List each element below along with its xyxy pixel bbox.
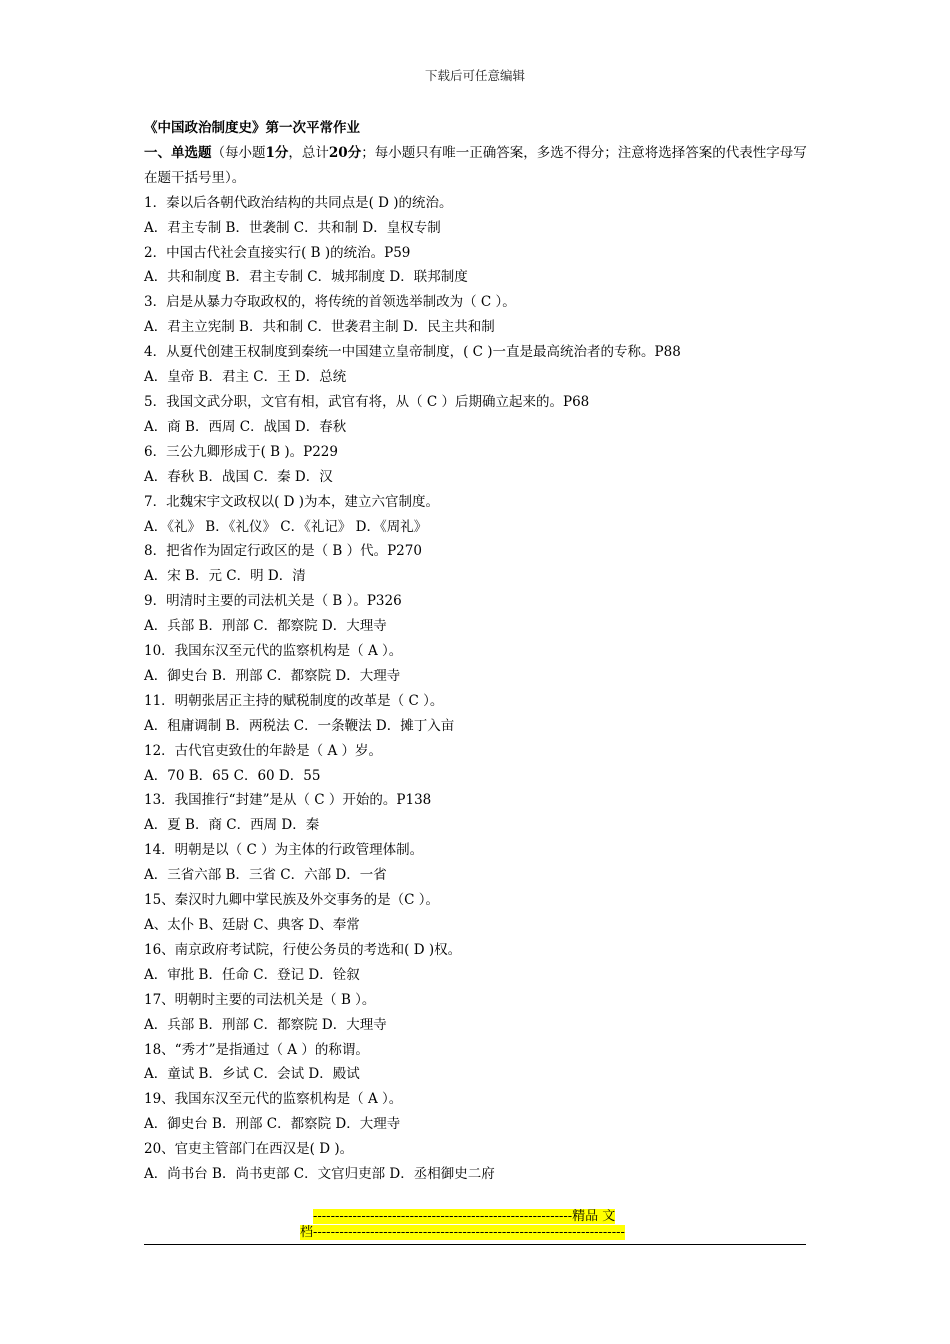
footer-line-1: -----------------------------------------------------------精品 文: [313, 1209, 616, 1224]
answer-options: A．宋 B．元 C．明 D．清: [144, 568, 306, 585]
question-stem: 19、我国东汉至元代的监察机构是（ A ）。: [144, 1091, 403, 1108]
answer-options: A．尚书台 B．尚书吏部 C．文官归吏部 D．丞相御史二府: [144, 1166, 495, 1183]
answer-options: A．君主立宪制 B．共和制 C．世袭君主制 D．民主共和制: [144, 319, 495, 336]
answer-options: A．《礼》 B．《礼仪》 C．《礼记》 D．《周礼》: [144, 518, 428, 535]
question-stem: 9．明清时主要的司法机关是（ B ）。P326: [144, 593, 402, 610]
answer-options: A、太仆 B、廷尉 C、典客 D、奉常: [144, 917, 360, 933]
question-stem: 8．把省作为固定行政区的是（ B ）代。P270: [144, 543, 422, 560]
answer-options: A．兵部 B．刑部 C．都察院 D．大理寺: [144, 618, 387, 635]
question-stem: 11．明朝张居正主持的赋税制度的改革是（ C ）。: [144, 692, 444, 709]
answer-options: A．君主专制 B．世袭制 C．共和制 D．皇权专制: [144, 219, 441, 236]
answer-options: A．租庸调制 B．两税法 C．一条鞭法 D．摊丁入亩: [144, 717, 455, 734]
question-stem: 1．秦以后各朝代政治结构的共同点是( D )的统治。: [144, 194, 453, 211]
question-stem: 7．北魏宋宇文政权以( D )为本，建立六官制度。: [144, 493, 440, 510]
question-stem: 5．我国文武分职，文官有相，武官有将，从（ C ）后期确立起来的。P68: [144, 393, 590, 410]
answer-options: A．共和制度 B．君主专制 C．城邦制度 D．联邦制度: [144, 269, 468, 286]
question-list: [144, 191, 814, 1187]
answer-options: A．春秋 B．战国 C．秦 D．汉: [144, 468, 333, 485]
question-stem: 12．古代官吏致仕的年龄是（ A ）岁。: [144, 742, 383, 759]
question-stem: 18、“秀才”是指通过（ A ）的称谓。: [144, 1041, 369, 1058]
question-stem: 10．我国东汉至元代的监察机构是（ A ）。: [144, 643, 403, 660]
footer-line-2: 档-----------------------------------------------------------------------: [300, 1225, 625, 1240]
question-stem: 13．我国推行“封建”是从（ C ）开始的。P138: [144, 792, 432, 809]
question-stem: 16、南京政府考试院，行使公务员的考选和( D )权。: [144, 941, 462, 958]
answer-options: A．御史台 B．刑部 C．都察院 D．大理寺: [144, 1116, 401, 1133]
answer-options: A．皇帝 B．君主 C．王 D．总统: [144, 369, 347, 386]
document-title: 《中国政治制度史》第一次平常作业: [144, 120, 360, 136]
question-stem: 3．启是从暴力夺取政权的，将传统的首领选举制改为（ C ）。: [144, 294, 516, 311]
answer-options: A．御史台 B．刑部 C．都察院 D．大理寺: [144, 667, 401, 684]
page-header-note: 下载后可任意编辑: [424, 68, 525, 83]
question-stem: 6．三公九卿形成于( B )。P229: [144, 443, 338, 460]
question-stem: 20、官吏主管部门在西汉是( D )。: [144, 1141, 354, 1158]
footer-rule: [144, 1244, 806, 1245]
answer-options: A．夏 B．商 C．西周 D．秦: [144, 817, 320, 834]
question-stem: 2．中国古代社会直接实行( B )的统治。P59: [144, 244, 411, 261]
question-stem: 14．明朝是以（ C ）为主体的行政管理体制。: [144, 842, 424, 859]
question-stem: 15、秦汉时九卿中掌民族及外交事务的是（C ）。: [144, 892, 440, 909]
answer-options: A．童试 B．乡试 C．会试 D．殿试: [144, 1066, 360, 1083]
answer-options: A．兵部 B．刑部 C．都察院 D．大理寺: [144, 1016, 387, 1033]
section-instructions: 一、单选题（每小题1分，总计20分；每小题只有唯一正确答案，多选不得分；注意将选择答案的代表性字母写在题干括号里）。: [144, 144, 807, 186]
answer-options: A．商 B．西周 C．战国 D．春秋: [144, 418, 347, 435]
footer-watermark: [300, 1209, 650, 1241]
question-stem: 4．从夏代创建王权制度到秦统一中国建立皇帝制度，( C )一直是最高统治者的专称。P88: [144, 344, 681, 361]
answer-options: A．三省六部 B．三省 C．六部 D．一省: [144, 867, 387, 884]
answer-options: A．审批 B．任命 C．登记 D．铨叙: [144, 966, 360, 983]
question-stem: 17、明朝时主要的司法机关是（ B ）。: [144, 991, 376, 1008]
answer-options: A．70 B．65 C．60 D．55: [144, 767, 321, 784]
document-body: [144, 116, 814, 1187]
section-heading: 一、单选题: [144, 144, 212, 161]
